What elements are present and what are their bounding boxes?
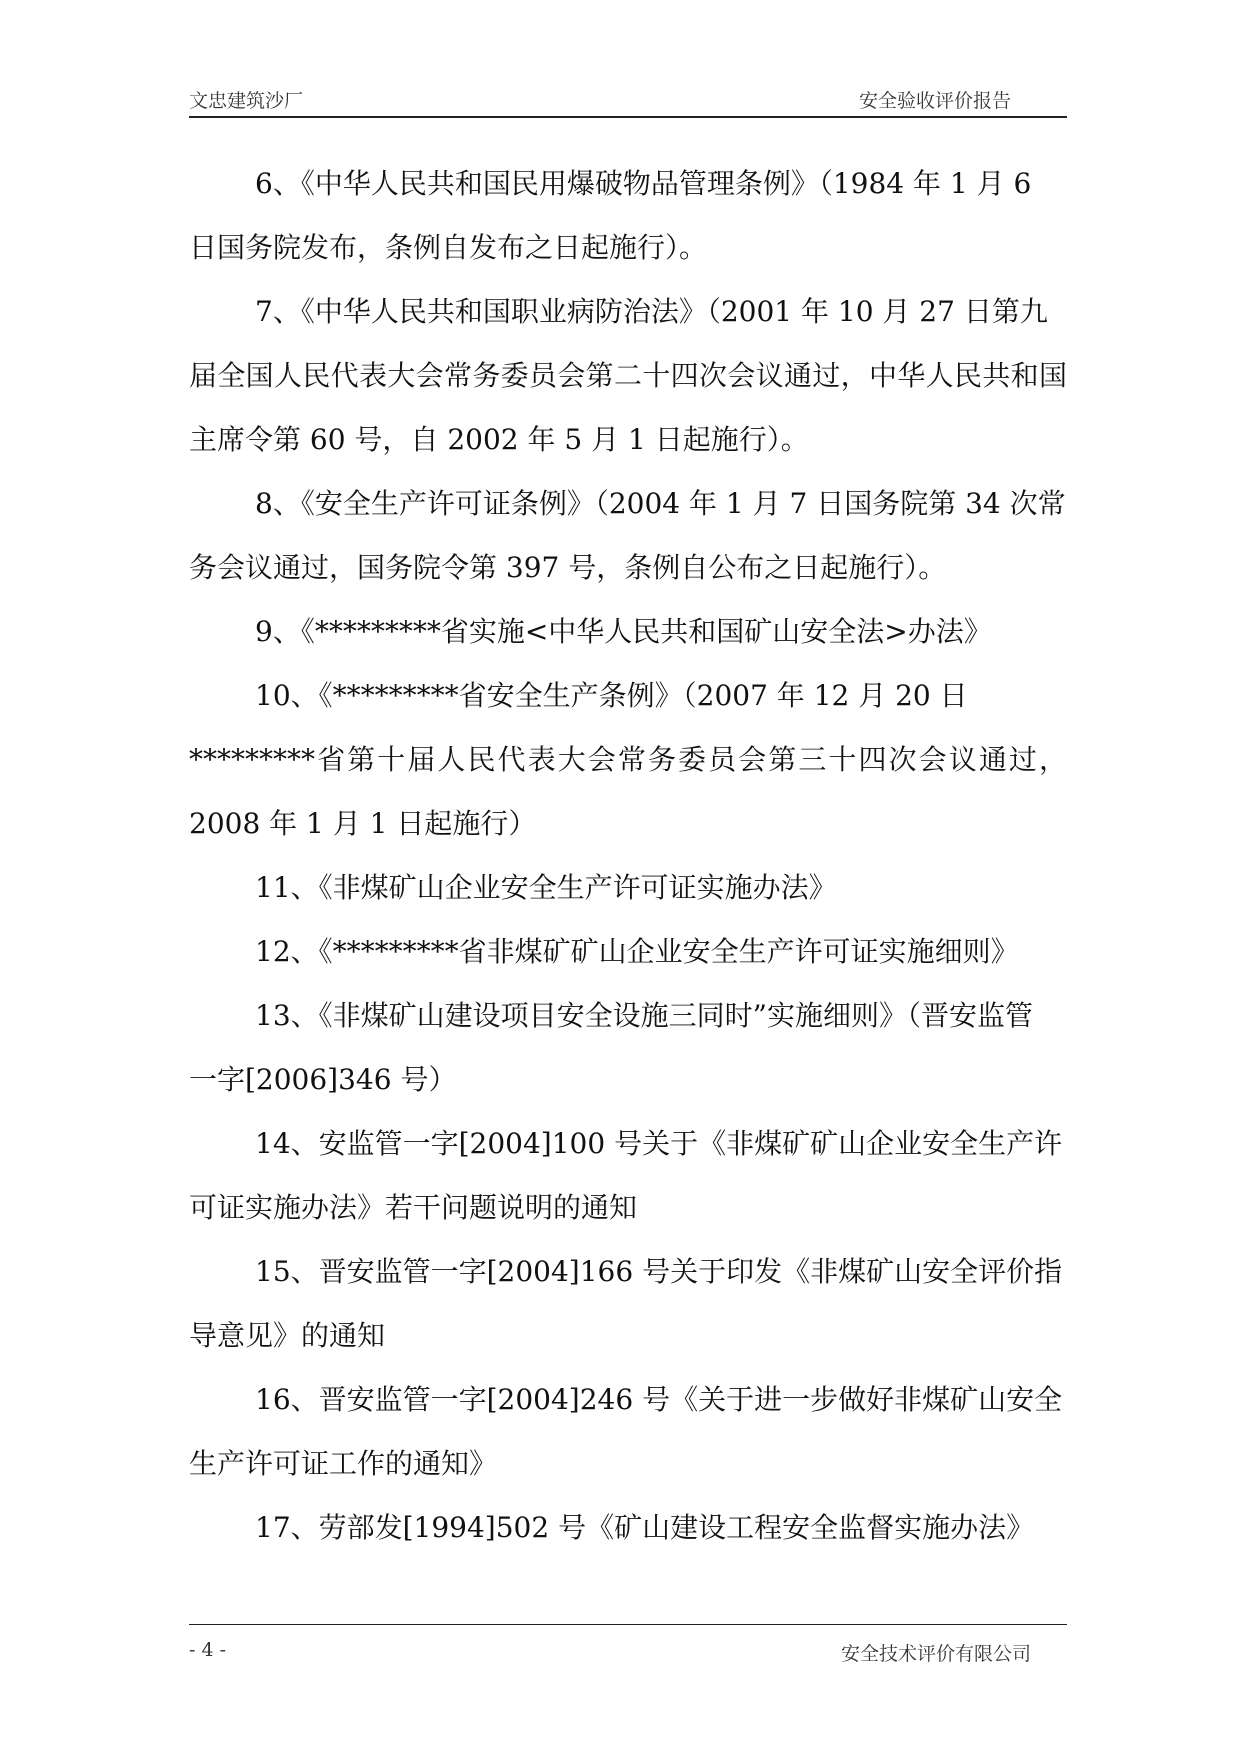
regulation-item: 12、《*********省非煤矿矿山企业安全生产许可证实施细则》 — [255, 935, 1019, 968]
header-report-title: 安全验收评价报告 — [858, 90, 1011, 112]
document-body — [189, 152, 1067, 1560]
regulation-item: 17、劳部发[1994]502 号《矿山建设工程安全监督实施办法》 — [255, 1511, 1035, 1544]
header-company: 文忠建筑沙厂 — [189, 90, 304, 112]
regulation-item: 6、《中华人民共和国民用爆破物品管理条例》（1984 年 1 月 6 日国务院发布，条例自发布之日起施行）。 — [189, 167, 1032, 264]
regulation-item: 13、《非煤矿山建设项目安全设施三同时”实施细则》（晋安监管 一字[2006]346 号） — [189, 999, 1033, 1096]
page-header — [189, 86, 1067, 118]
regulation-item: 10、《*********省安全生产条例》（2007 年 12 月 20 日 *********省第十届人民代表大会常务委员会第三十四次会议通过，2008 年 1 月 1 日起施行） — [189, 679, 1067, 840]
regulation-item: 9、《*********省实施<中华人民共和国矿山安全法>办法》 — [255, 615, 992, 648]
regulation-item: 16、晋安监管一字[2004]246 号《关于进一步做好非煤矿山安全 生产许可证工作的通知》 — [189, 1383, 1063, 1480]
regulation-item: 15、晋安监管一字[2004]166 号关于印发《非煤矿山安全评价指 导意见》的通知 — [189, 1255, 1063, 1352]
page-footer — [189, 1624, 1067, 1665]
regulation-item: 7、《中华人民共和国职业病防治法》（2001 年 10 月 27 日第九 届全国人民代表大会常务委员会第二十四次会议通过，中华人民共和国主席令第 60 号，自 2002 年 5 月 1 日起施行）。 — [189, 295, 1067, 456]
footer-company: 安全技术评价有限公司 — [840, 1643, 1031, 1665]
regulation-item: 11、《非煤矿山企业安全生产许可证实施办法》 — [255, 871, 837, 904]
regulation-item: 14、安监管一字[2004]100 号关于《非煤矿矿山企业安全生产许 可证实施办法》若干问题说明的通知 — [189, 1127, 1063, 1224]
regulation-item: 8、《安全生产许可证条例》（2004 年 1 月 7 日国务院第 34 次常 务会议通过，国务院令第 397 号，条例自公布之日起施行）。 — [189, 487, 1066, 584]
page-number: - 4 - — [189, 1639, 227, 1661]
